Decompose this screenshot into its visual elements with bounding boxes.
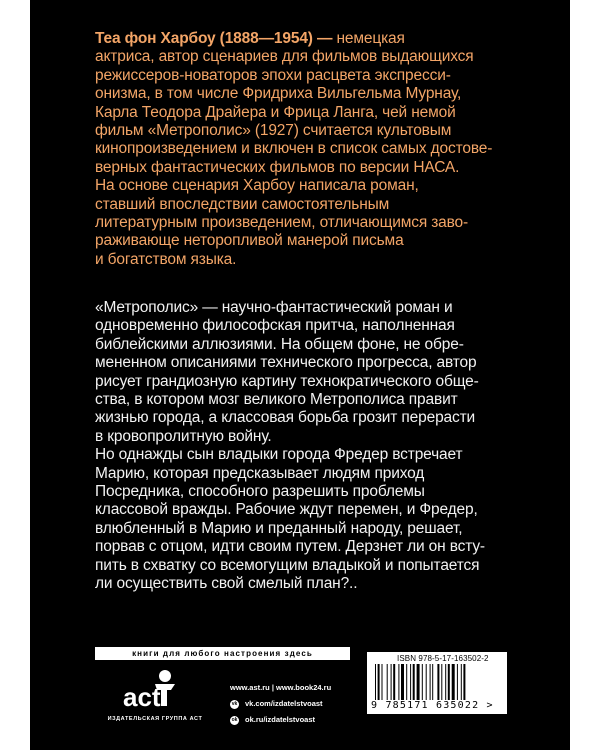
- barcode-digits: 9 785171 635022 >: [371, 700, 494, 711]
- annotation-line: влюбленный в Марию и преданный народу, решает,: [95, 519, 463, 537]
- annotation-line: Марию, которая предсказывает людям приход: [95, 464, 425, 482]
- annotation-line: порвав с отцом, идти своим путем. Дерзнет ли он всту-: [95, 538, 485, 556]
- intro-line: верных фантастических фильмов по версии НАСА.: [95, 158, 460, 176]
- barcode-bar: [461, 664, 462, 700]
- annotation-line: ли осуществить свой смелый план?..: [95, 575, 358, 593]
- intro-line: раживающе неторопливой манерой письма: [95, 232, 404, 250]
- ok-link[interactable]: ok.ru/izdatelstvoast: [245, 715, 316, 724]
- annotation-line: жизнью города, а классовая борьба грозит перерасти: [95, 409, 476, 427]
- barcode-bar: [426, 664, 427, 700]
- intro-line: режиссеров-новаторов эпохи расцвета экспресси-: [95, 66, 451, 84]
- intro-line: На основе сценария Харбоу написала роман,: [95, 177, 419, 195]
- author-intro: [95, 30, 535, 269]
- publisher-links: [230, 680, 331, 728]
- intro-line: и богатством языка.: [95, 250, 237, 268]
- vk-icon: vk: [231, 700, 238, 707]
- barcode-bar: [393, 664, 395, 700]
- isbn-number: ISBN 978-5-17-163502-2: [397, 654, 489, 663]
- intro-line: кинопроизведением и включен в список самых достове-: [95, 140, 493, 158]
- annotation-line: библейскими аллюзиями. На общем фоне, не обре-: [95, 335, 464, 353]
- ok-link-row[interactable]: [230, 712, 331, 728]
- annotation-line: ства, в котором мозг великого Метрополиса правит: [95, 391, 458, 409]
- barcode-bar: [387, 664, 388, 700]
- intro-line: ставший впоследствии самостоятельным: [95, 195, 390, 213]
- intro-line: онизма, в том числе Фридриха Вильгельма Мурнау,: [95, 85, 462, 103]
- barcode-bar: [413, 664, 415, 700]
- vk-link-row[interactable]: [230, 696, 331, 712]
- intro-line: Карла Теодора Драйера и Фрица Ланга, чей немой: [95, 103, 456, 121]
- annotation-line: Но однажды сын владыки города Фредер встречает: [95, 446, 463, 464]
- website-link[interactable]: www.ast.ru | www.book24.ru: [230, 683, 332, 692]
- barcode-bar: [441, 664, 442, 700]
- annotation-line: мененном описаниями технического прогресса, автор: [95, 354, 477, 372]
- annotation-line: рисует грандиозную картину технократического обще-: [95, 372, 479, 390]
- tagline-banner: книги для любого настроения здесь: [95, 647, 350, 660]
- barcode-bar: [430, 664, 431, 700]
- barcode-bar: [422, 664, 423, 700]
- barcode-bar: [448, 664, 450, 700]
- barcode-bar: [437, 664, 439, 700]
- annotation-line: пить в схватку со всемогущим владыкой и попытается: [95, 556, 480, 574]
- barcode-bar: [378, 664, 380, 700]
- annotation-line: одновременно философская притча, наполненная: [95, 317, 455, 335]
- barcode-bar: [457, 664, 458, 700]
- barcode-bar: [463, 664, 465, 700]
- intro-line: литературным произведением, отличающимся заво-: [95, 214, 469, 232]
- barcode-bar: [432, 664, 433, 700]
- book-back-cover: [30, 0, 570, 750]
- publisher-name: ИЗДАТЕЛЬСКАЯ ГРУППА АСТ: [107, 716, 203, 722]
- annotation-line: Посредника, способного разрешить проблемы: [95, 483, 425, 501]
- barcode-bar: [391, 664, 392, 700]
- barcode-bar: [401, 664, 404, 700]
- barcode-bar: [375, 664, 376, 700]
- annotation-line: классовой вражды. Рабочие ждут перемен, и Фредер,: [95, 501, 478, 519]
- barcode-bar: [417, 664, 420, 700]
- isbn-barcode: [367, 652, 507, 714]
- vk-link[interactable]: vk.com/izdatelstvoast: [245, 699, 323, 708]
- barcode-bar: [445, 664, 446, 700]
- barcode-bars: [375, 664, 499, 700]
- book-annotation: [95, 299, 535, 594]
- intro-line: Теа фон Харбоу (1888—1954) — немецкая: [95, 30, 405, 47]
- author-name: Теа фон Харбоу (1888—1954) —: [95, 30, 333, 47]
- ast-logo: [115, 666, 195, 716]
- intro-line: актриса, автор сценариев для фильмов выдающихся: [95, 48, 474, 66]
- barcode-bar: [406, 664, 407, 700]
- intro-line: фильм «Метрополис» (1927) считается культовым: [95, 122, 452, 140]
- logo-text: act: [123, 682, 161, 712]
- ok-icon: ok: [231, 716, 238, 723]
- barcode-bar: [398, 664, 399, 700]
- annotation-line: в кровопролитную войну.: [95, 427, 272, 445]
- barcode-bar: [382, 664, 383, 700]
- barcode-bar: [410, 664, 411, 700]
- annotation-line: «Метрополис» — научно-фантастический роман и: [95, 299, 453, 316]
- barcode-bar: [452, 664, 455, 700]
- website-link-row[interactable]: [230, 680, 331, 696]
